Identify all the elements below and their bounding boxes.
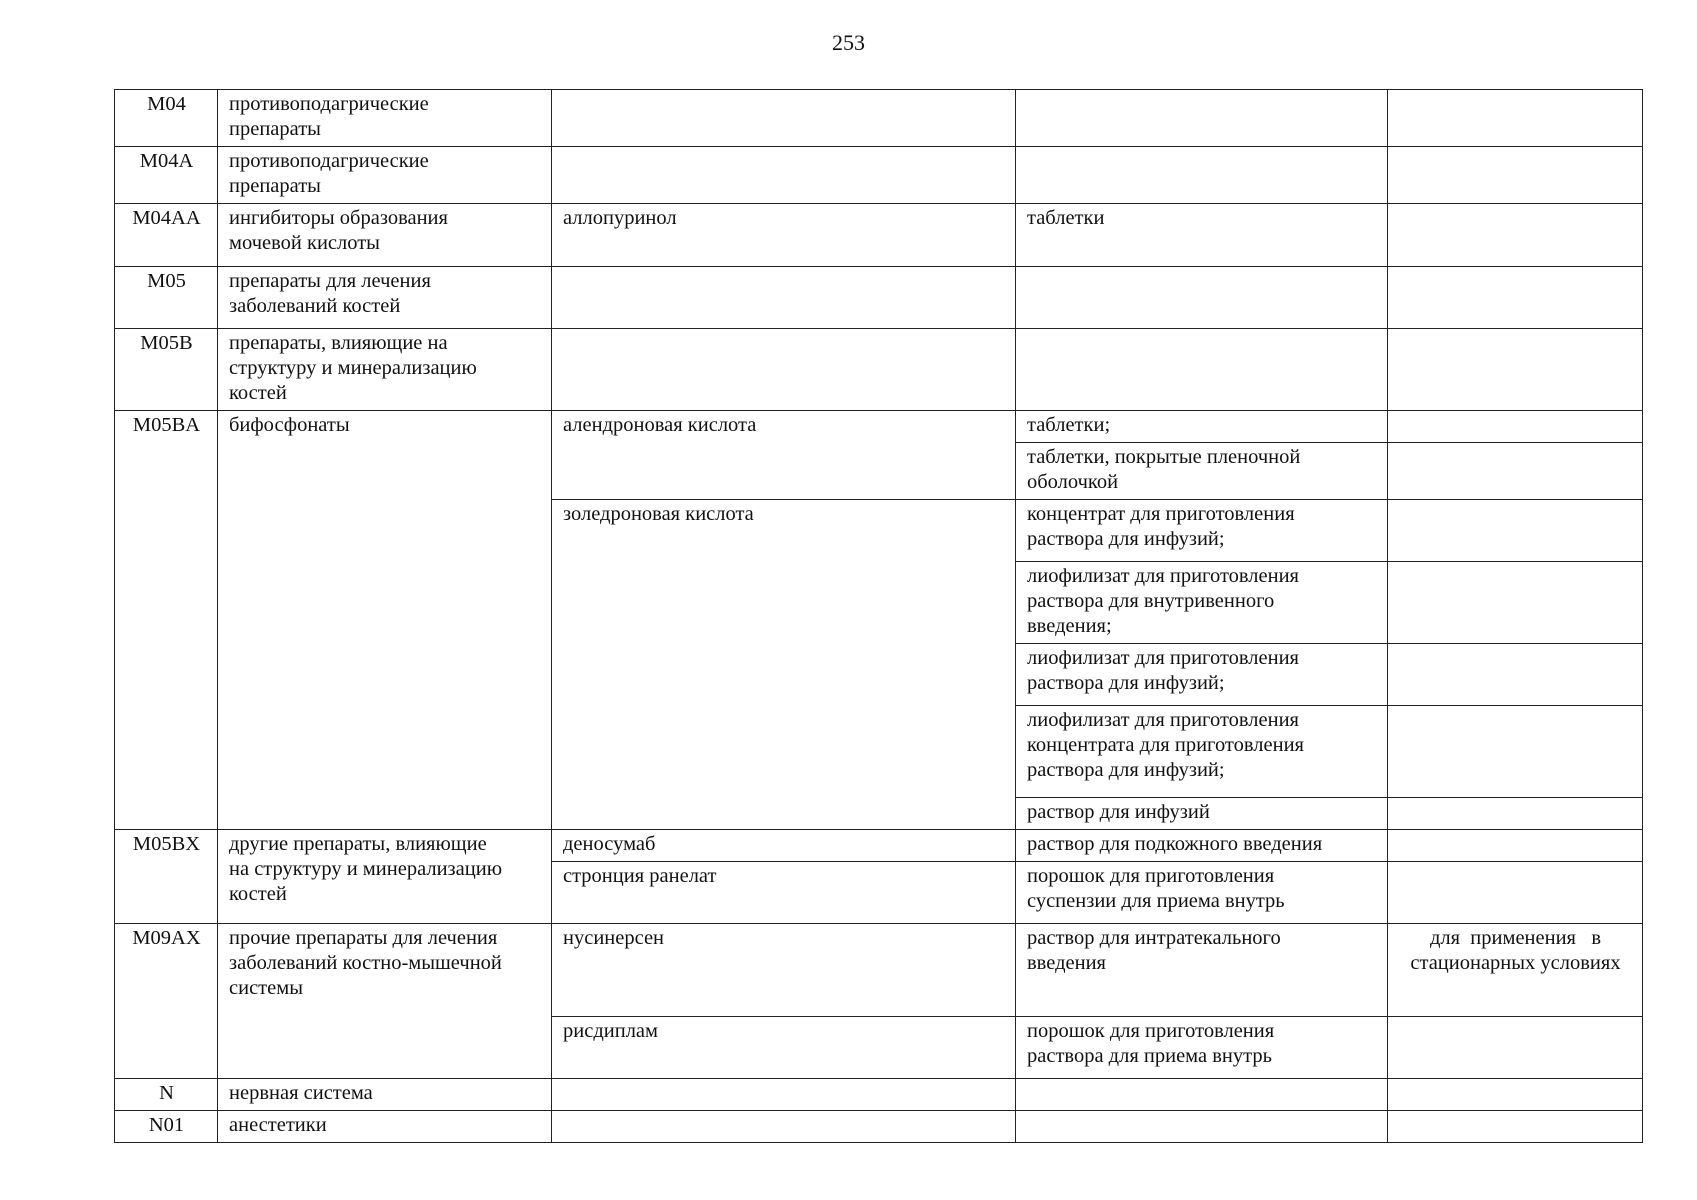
note-cell: [1388, 862, 1643, 924]
note-cell: [1388, 1017, 1643, 1079]
drug-name: нусинерсен: [552, 924, 1016, 1017]
note-cell: [1388, 562, 1643, 644]
atc-code: M04AA: [115, 204, 218, 267]
note-cell: [1388, 798, 1643, 830]
dosage-form: [1016, 411, 1388, 443]
group-name: [218, 1111, 552, 1143]
form-line: раствор для подкожного введения: [1027, 833, 1323, 855]
drug-cell: [552, 1111, 1016, 1143]
note-line: стационарных условиях: [1410, 952, 1621, 974]
group-line: нервная система: [229, 1082, 373, 1104]
form-line: раствора для инфузий;: [1027, 759, 1225, 781]
dosage-form: [1016, 862, 1388, 924]
form-line: введения;: [1027, 615, 1112, 637]
atc-code: M05BX: [115, 830, 218, 924]
medication-table: [114, 89, 1643, 1143]
drug-cell: [552, 1079, 1016, 1111]
drug-name: золедроновая кислота: [552, 500, 1016, 830]
drug-name: аллопуринол: [552, 204, 1016, 267]
atc-code: M04: [115, 90, 218, 147]
group-line: препараты, влияющие на: [229, 332, 448, 354]
form-line: порошок для приготовления: [1027, 1020, 1275, 1042]
atc-code: M05BA: [115, 411, 218, 830]
form-line: раствора для внутривенного: [1027, 590, 1275, 612]
dosage-form: [1016, 706, 1388, 798]
group-line: заболеваний костно-мышечной: [229, 952, 502, 974]
group-name: [218, 830, 552, 924]
form-line: раствор для инфузий: [1027, 801, 1210, 823]
group-name: [218, 267, 552, 329]
drug-cell: [552, 147, 1016, 204]
note-cell: [1388, 411, 1643, 443]
table-row: [115, 204, 1643, 267]
atc-code: N01: [115, 1111, 218, 1143]
group-line: системы: [229, 977, 303, 999]
dosage-form: [1016, 1017, 1388, 1079]
table-row: [115, 329, 1643, 411]
group-line: на структуру и минерализацию: [229, 858, 503, 880]
table-row: [115, 1111, 1643, 1143]
group-line: препараты: [229, 175, 321, 197]
note-cell: [1388, 644, 1643, 706]
group-name: [218, 147, 552, 204]
atc-code: M04A: [115, 147, 218, 204]
group-line: анестетики: [229, 1114, 327, 1136]
note-line: для применения в: [1429, 927, 1602, 949]
drug-name: рисдиплам: [552, 1017, 1016, 1079]
table-row: [115, 90, 1643, 147]
group-line: мочевой кислоты: [229, 232, 380, 254]
dosage-form: [1016, 644, 1388, 706]
group-line: противоподагрические: [229, 93, 429, 115]
group-name: [218, 1079, 552, 1111]
dosage-form: [1016, 562, 1388, 644]
table-row: [115, 267, 1643, 329]
form-cell: [1016, 1079, 1388, 1111]
group-line: противоподагрические: [229, 150, 429, 172]
form-line: раствора для инфузий;: [1027, 672, 1225, 694]
form-line: концентрат для приготовления: [1027, 503, 1295, 525]
form-line: лиофилизат для приготовления: [1027, 565, 1299, 587]
form-line: лиофилизат для приготовления: [1027, 709, 1299, 731]
note-cell: [1388, 329, 1643, 411]
dosage-form: [1016, 830, 1388, 862]
form-line: таблетки;: [1027, 414, 1111, 436]
group-name: [218, 924, 552, 1079]
group-name: [218, 411, 552, 830]
group-line: препараты для лечения: [229, 270, 431, 292]
form-line: таблетки, покрытые пленочной: [1027, 446, 1301, 468]
note-cell: [1388, 1079, 1643, 1111]
table-row: [115, 1079, 1643, 1111]
note-cell: [1388, 500, 1643, 562]
group-line: структуру и минерализацию: [229, 357, 477, 379]
drug-name: стронция ранелат: [552, 862, 1016, 924]
dosage-form: [1016, 443, 1388, 500]
form-cell: [1016, 267, 1388, 329]
group-line: бифосфонаты: [229, 414, 350, 436]
form-cell: [1016, 1111, 1388, 1143]
group-line: другие препараты, влияющие: [229, 833, 487, 855]
form-line: концентрата для приготовления: [1027, 734, 1304, 756]
note-cell: [1388, 706, 1643, 798]
usage-note: [1388, 924, 1643, 1017]
note-cell: [1388, 443, 1643, 500]
atc-code: N: [115, 1079, 218, 1111]
drug-cell: [552, 267, 1016, 329]
drug-name: деносумаб: [552, 830, 1016, 862]
atc-code: M05: [115, 267, 218, 329]
note-cell: [1388, 267, 1643, 329]
form-line: суспензии для приема внутрь: [1027, 890, 1285, 912]
group-name: [218, 329, 552, 411]
page-number: 253: [832, 30, 865, 55]
form-line: введения: [1027, 952, 1106, 974]
form-line: лиофилизат для приготовления: [1027, 647, 1299, 669]
note-cell: [1388, 147, 1643, 204]
form-line: раствора для приема внутрь: [1027, 1045, 1272, 1067]
group-name: [218, 204, 552, 267]
atc-code: M05B: [115, 329, 218, 411]
table-row: [115, 924, 1643, 1017]
form-line: раствор для интратекального: [1027, 927, 1281, 949]
group-line: препараты: [229, 118, 321, 140]
group-line: ингибиторы образования: [229, 207, 448, 229]
group-line: заболеваний костей: [229, 295, 401, 317]
form-cell: [1016, 329, 1388, 411]
group-line: прочие препараты для лечения: [229, 927, 498, 949]
form-cell: [1016, 90, 1388, 147]
dosage-form: [1016, 500, 1388, 562]
drug-name: алендроновая кислота: [552, 411, 1016, 500]
drug-cell: [552, 329, 1016, 411]
dosage-form: таблетки: [1016, 204, 1388, 267]
note-cell: [1388, 1111, 1643, 1143]
atc-code: M09AX: [115, 924, 218, 1079]
form-cell: [1016, 147, 1388, 204]
note-cell: [1388, 90, 1643, 147]
form-line: оболочкой: [1027, 471, 1119, 493]
group-line: костей: [229, 382, 287, 404]
group-name: [218, 90, 552, 147]
note-cell: [1388, 204, 1643, 267]
drug-cell: [552, 90, 1016, 147]
table-row: [115, 830, 1643, 862]
table-row: [115, 147, 1643, 204]
table-row: [115, 411, 1643, 443]
group-line: костей: [229, 883, 287, 905]
dosage-form: [1016, 924, 1388, 1017]
dosage-form: [1016, 798, 1388, 830]
note-cell: [1388, 830, 1643, 862]
form-line: порошок для приготовления: [1027, 865, 1275, 887]
form-line: раствора для инфузий;: [1027, 528, 1225, 550]
